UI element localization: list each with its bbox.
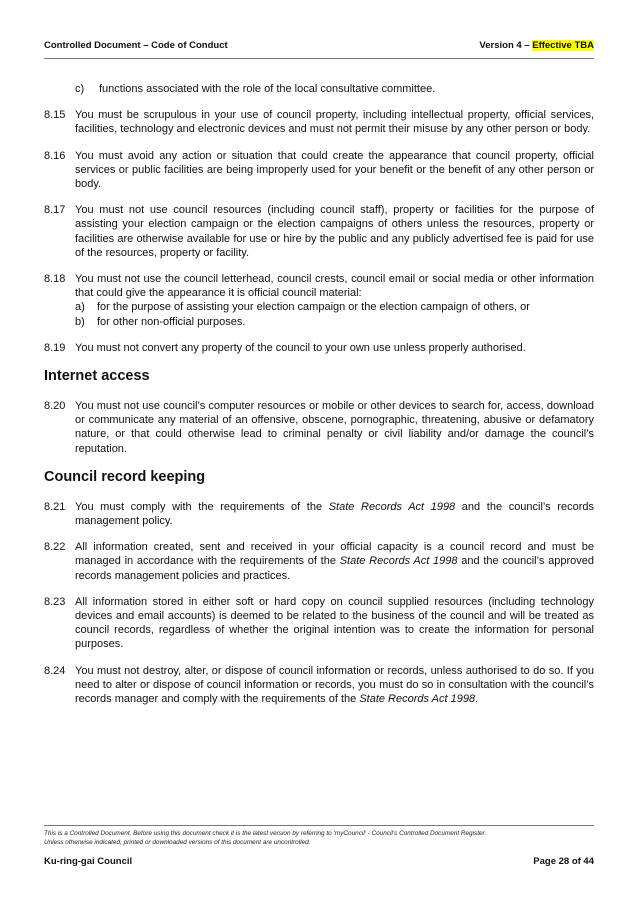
clause-8-22 — [44, 540, 594, 583]
notice-line: Unless otherwise indicated, printed or downloaded versions of this document are uncontrolled. — [44, 839, 311, 846]
text-run: and the council’s records management policy. — [75, 500, 594, 528]
clause-8-18 — [44, 272, 594, 329]
clause-text: All information stored in either soft or hard copy on council supplied resources (including technology devices and email accounts) is deemed to be related to the business of the council and will be treated as council records, regardless of whether the original intention was to create the information for personal purposes. — [75, 595, 594, 651]
clause-text — [75, 540, 594, 583]
act-title: State Records Act 1998 — [328, 500, 456, 513]
clause-text: You must not convert any property of the council to your own use unless properly authorised. — [75, 341, 526, 354]
clause-number: 8.24 — [44, 664, 66, 677]
list-text: for the purpose of assisting your election campaign or the election campaign of others, or — [97, 301, 530, 314]
list-text: functions associated with the role of the local consultative committee. — [99, 83, 436, 95]
clause-number: 8.18 — [44, 273, 66, 286]
text-run: . — [475, 693, 479, 706]
section-heading-record-keeping: Council record keeping — [44, 468, 206, 485]
version-text: Version 4 – — [479, 40, 533, 51]
text-run: All information created, sent and received in your official capacity is a council record and must be managed in accordance with the requirements of the — [75, 541, 594, 568]
clause-text: You must not use the council letterhead, council crests, council email or social media or other information that could give the appearance it is official council material: — [75, 273, 594, 300]
clause-8-19 — [44, 341, 594, 355]
page-header — [44, 40, 594, 54]
document-title: Controlled Document – Code of Conduct — [44, 40, 228, 51]
text-run: and the council’s approved records management policies and practices. — [75, 555, 594, 582]
clause-8-15 — [44, 108, 594, 136]
footer-divider — [44, 825, 594, 826]
version-label — [479, 40, 594, 51]
page-number: Page 28 of 44 — [533, 856, 594, 867]
clause-number: 8.22 — [44, 541, 66, 554]
controlled-document-notice — [44, 829, 594, 847]
document-body — [44, 82, 594, 718]
act-title: State Records Act 1998 — [339, 555, 458, 568]
clause-text: You must be scrupulous in your use of council property, including intellectual property, official services, facilities, technology and electronic devices and must not permit their misuse by any other person or body. — [75, 109, 594, 136]
clause-text — [75, 664, 594, 707]
clause-body — [75, 272, 594, 329]
clause-number: 8.16 — [44, 149, 66, 162]
clause-text: You must not use council resources (including council staff), property or facilities for the purpose of assisting your election campaign or the election campaigns of others unless the resources, property or facilities are otherwise available for use or hire by the public and any publicly advertised fee is paid for use of the resources, property or facility. — [75, 204, 594, 259]
continued-list-item — [44, 82, 594, 96]
section-heading-internet-access: Internet access — [44, 368, 150, 385]
list-text: for other non-official purposes. — [97, 315, 246, 328]
header-divider — [44, 58, 594, 59]
text-run: You must not destroy, alter, or dispose of council information or records, unless authorised to do so. If you need to alter or dispose of council information or records, you must do so in consultation with the council’s records manager and comply with the requirements of the — [75, 664, 594, 706]
clause-8-20 — [44, 399, 594, 456]
list-letter: b) — [75, 315, 85, 328]
clause-number: 8.19 — [44, 341, 66, 354]
list-letter: a) — [75, 301, 85, 314]
text-run: You must comply with the requirements of the — [75, 500, 329, 513]
clause-text — [75, 500, 594, 528]
organisation-name: Ku-ring-gai Council — [44, 856, 133, 867]
clause-number: 8.15 — [44, 109, 66, 122]
clause-text: You must not use council’s computer resources or mobile or other devices to search for, access, download or communicate any material of an offensive, obscene, pornographic, threatening, abusive or defamatory nature, or that could otherwise lead to criminal penalty or civil liability and/or damage the council’s reputation. — [75, 400, 594, 455]
list-item — [75, 315, 594, 329]
list-item — [75, 300, 594, 314]
clause-8-23 — [44, 595, 594, 652]
clause-8-24 — [44, 664, 594, 707]
clause-8-21 — [44, 500, 594, 528]
clause-number: 8.23 — [44, 595, 66, 608]
effective-status-highlight: Effective TBA — [532, 40, 594, 51]
act-title: State Records Act 1998 — [359, 693, 476, 706]
notice-line: This is a Controlled Document. Before using this document check it is the latest version by referring to ‘myCouncil’ - Council’s Controlled Document Register. — [44, 830, 487, 837]
clause-number: 8.20 — [44, 400, 66, 413]
clause-text: You must avoid any action or situation that could create the appearance that council property, official services or public facilities are being improperly used for your benefit or the benefit of any other person or body. — [75, 149, 594, 191]
clause-number: 8.21 — [44, 500, 66, 513]
clause-8-16 — [44, 149, 594, 192]
list-letter: c) — [75, 83, 85, 95]
clause-number: 8.17 — [44, 204, 66, 217]
clause-8-17 — [44, 203, 594, 260]
